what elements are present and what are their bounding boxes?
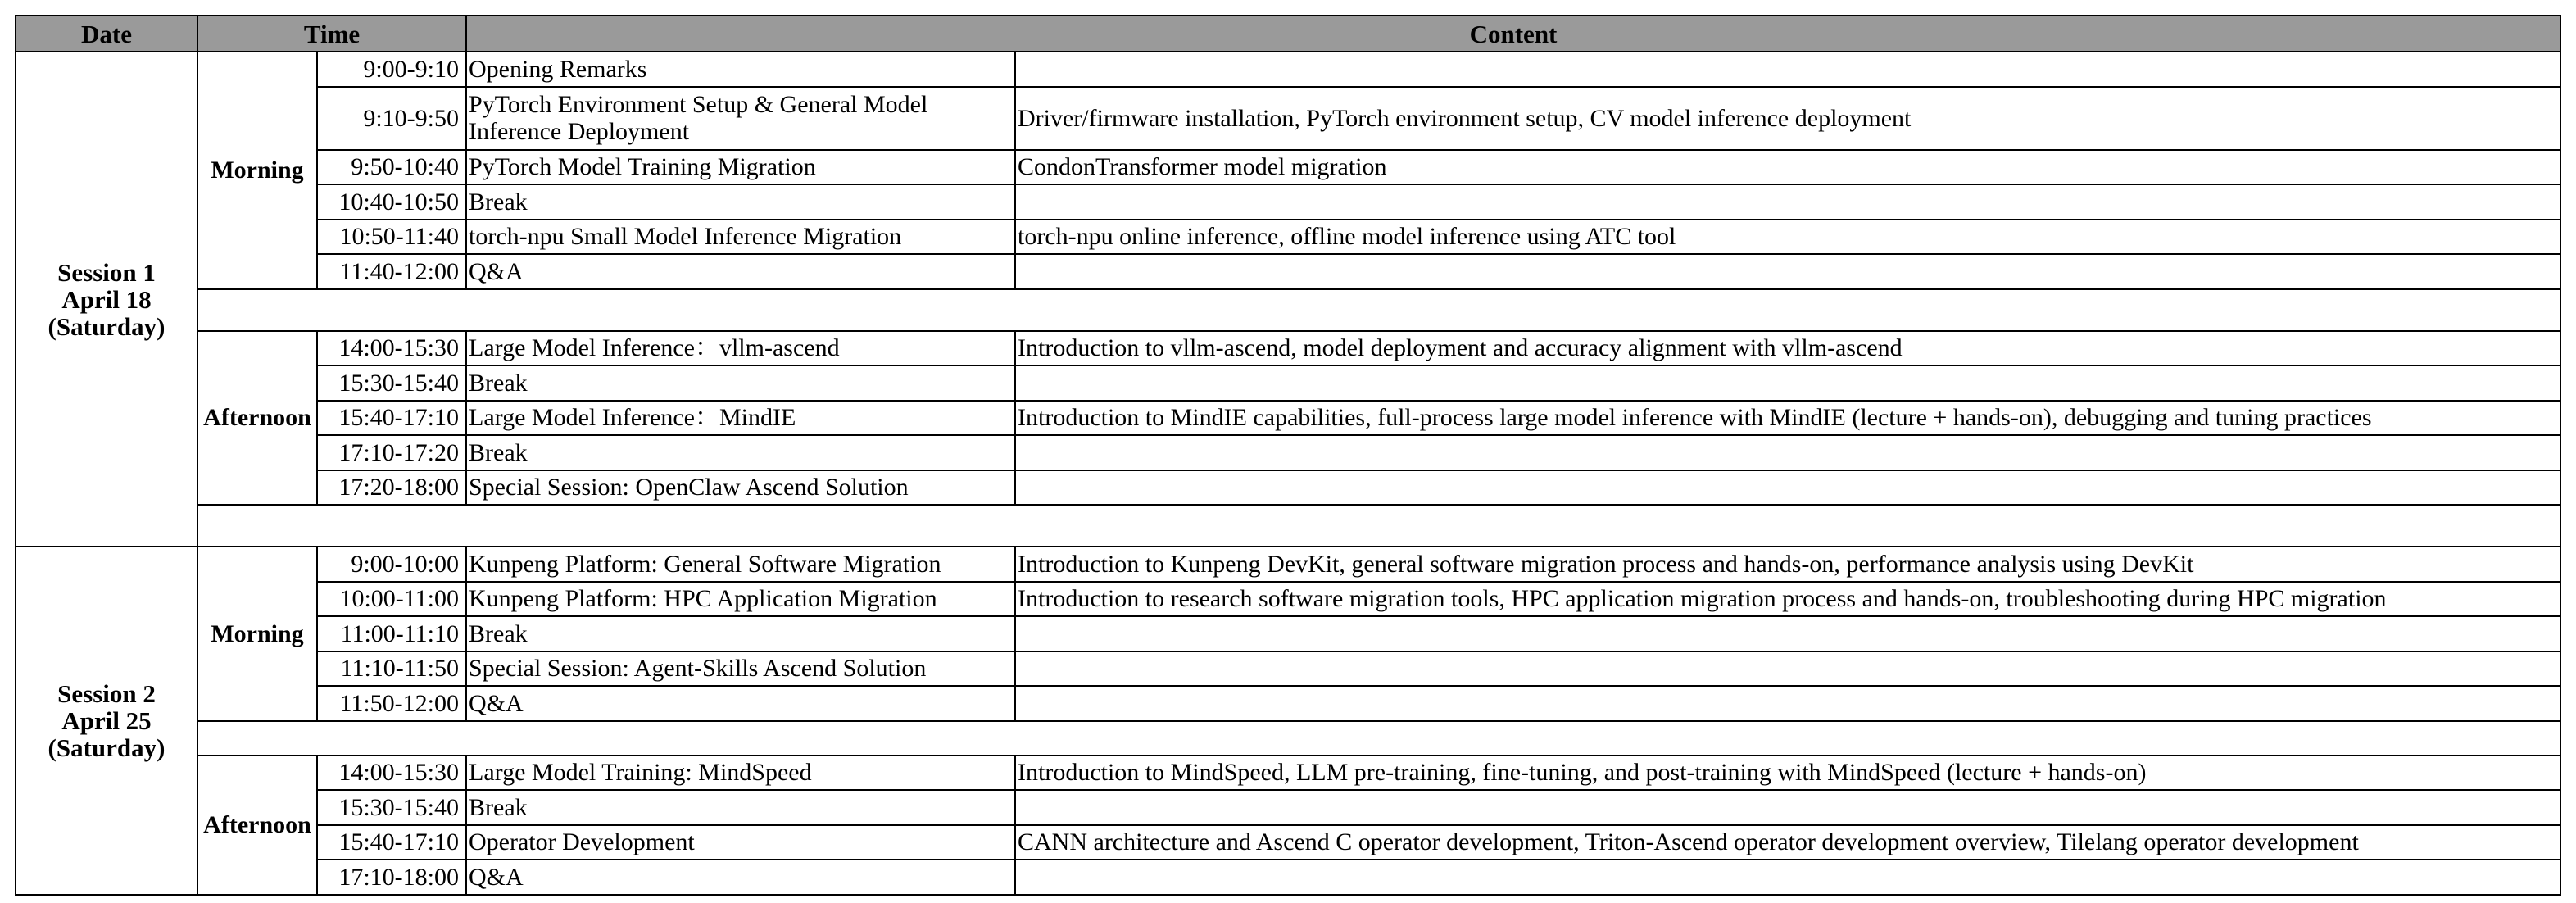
- topic: Kunpeng Platform: General Software Migration: [466, 547, 1015, 582]
- time-slot: 17:10-17:20: [317, 435, 466, 470]
- topic: torch-npu Small Model Inference Migration: [466, 220, 1015, 255]
- table-row: [16, 582, 2560, 617]
- spacer-cell: [197, 721, 2560, 756]
- time-slot: 11:50-12:00: [317, 686, 466, 721]
- table-row: [16, 365, 2560, 401]
- table-row: [16, 860, 2560, 895]
- table-row: [16, 756, 2560, 791]
- topic: Special Session: Agent-Skills Ascend Solution: [466, 651, 1015, 687]
- session-2-morning-label: Morning: [197, 547, 317, 721]
- description: Introduction to MindSpeed, LLM pre-training, fine-tuning, and post-training with MindSpeed (lecture + hands-on): [1015, 756, 2560, 791]
- topic: Break: [466, 365, 1015, 401]
- time-slot: 10:50-11:40: [317, 220, 466, 255]
- session-separator-cell: [197, 505, 2560, 547]
- time-slot: 9:10-9:50: [317, 87, 466, 150]
- session-1-weekday: (Saturday): [48, 311, 166, 341]
- session-1-title: Session 1: [57, 257, 156, 287]
- table-row: [16, 220, 2560, 255]
- description: CondonTransformer model migration: [1015, 150, 2560, 185]
- description: [1015, 52, 2560, 87]
- session-2-afternoon-label: Afternoon: [197, 756, 317, 895]
- topic: Q&A: [466, 254, 1015, 289]
- description: [1015, 860, 2560, 895]
- topic: Large Model Inference：MindIE: [466, 401, 1015, 436]
- time-slot: 17:10-18:00: [317, 860, 466, 895]
- description: [1015, 435, 2560, 470]
- topic: Break: [466, 790, 1015, 825]
- table-row: [16, 616, 2560, 651]
- table-row: [16, 435, 2560, 470]
- session-2-title: Session 2: [57, 678, 156, 708]
- time-slot: 15:40-17:10: [317, 825, 466, 860]
- spacer-row: [16, 289, 2560, 331]
- table-row: [16, 547, 2560, 582]
- session-2-weekday: (Saturday): [48, 733, 166, 762]
- time-slot: 11:40-12:00: [317, 254, 466, 289]
- time-slot: 10:00-11:00: [317, 582, 466, 617]
- header-time: Time: [197, 16, 466, 52]
- topic: PyTorch Model Training Migration: [466, 150, 1015, 185]
- table-row: [16, 651, 2560, 687]
- time-slot: 15:30-15:40: [317, 790, 466, 825]
- spacer-row: [16, 721, 2560, 756]
- time-slot: 9:50-10:40: [317, 150, 466, 185]
- time-slot: 9:00-9:10: [317, 52, 466, 87]
- header-content: Content: [466, 16, 2560, 52]
- header-date: Date: [16, 16, 197, 52]
- time-slot: 10:40-10:50: [317, 184, 466, 220]
- time-slot: 15:40-17:10: [317, 401, 466, 436]
- table-row: [16, 686, 2560, 721]
- table-row: [16, 87, 2560, 150]
- topic: Operator Development: [466, 825, 1015, 860]
- session-2-day: April 25: [61, 706, 152, 735]
- description: [1015, 184, 2560, 220]
- session-separator-row: [16, 505, 2560, 547]
- description: [1015, 790, 2560, 825]
- description: Introduction to Kunpeng DevKit, general software migration process and hands-on, performance analysis using DevKit: [1015, 547, 2560, 582]
- header-row: [16, 16, 2560, 52]
- topic: Break: [466, 435, 1015, 470]
- time-slot: 14:00-15:30: [317, 331, 466, 366]
- session-1-afternoon-label: Afternoon: [197, 331, 317, 506]
- time-slot: 14:00-15:30: [317, 756, 466, 791]
- topic: Break: [466, 184, 1015, 220]
- description: [1015, 470, 2560, 506]
- table-row: [16, 331, 2560, 366]
- table-row: [16, 150, 2560, 185]
- table-row: [16, 790, 2560, 825]
- description: Introduction to vllm-ascend, model deployment and accuracy alignment with vllm-ascend: [1015, 331, 2560, 366]
- description: torch-npu online inference, offline model inference using ATC tool: [1015, 220, 2560, 255]
- session-1-date: [16, 52, 197, 547]
- table-row: [16, 825, 2560, 860]
- time-slot: 11:00-11:10: [317, 616, 466, 651]
- description: [1015, 254, 2560, 289]
- spacer-cell: [197, 289, 2560, 331]
- description: Driver/firmware installation, PyTorch environment setup, CV model inference deployment: [1015, 87, 2560, 150]
- description: Introduction to MindIE capabilities, full-process large model inference with MindIE (lecture + hands-on), debugging and tuning practices: [1015, 401, 2560, 436]
- description: CANN architecture and Ascend C operator development, Triton-Ascend operator development overview, Tilelang operator development: [1015, 825, 2560, 860]
- session-2-date: [16, 547, 197, 895]
- description: Introduction to research software migration tools, HPC application migration process and hands-on, troubleshooting during HPC migration: [1015, 582, 2560, 617]
- description: [1015, 616, 2560, 651]
- topic: Q&A: [466, 686, 1015, 721]
- session-1-day: April 18: [61, 284, 152, 314]
- time-slot: 11:10-11:50: [317, 651, 466, 687]
- schedule-table: [15, 15, 2561, 896]
- table-row: [16, 52, 2560, 87]
- description: [1015, 651, 2560, 687]
- time-slot: 17:20-18:00: [317, 470, 466, 506]
- topic: Special Session: OpenClaw Ascend Solution: [466, 470, 1015, 506]
- table-row: [16, 184, 2560, 220]
- table-row: [16, 254, 2560, 289]
- topic: PyTorch Environment Setup & General Model Inference Deployment: [466, 87, 1015, 150]
- table-row: [16, 470, 2560, 506]
- topic: Opening Remarks: [466, 52, 1015, 87]
- topic: Large Model Inference：vllm-ascend: [466, 331, 1015, 366]
- topic: Large Model Training: MindSpeed: [466, 756, 1015, 791]
- time-slot: 9:00-10:00: [317, 547, 466, 582]
- session-1-morning-label: Morning: [197, 52, 317, 289]
- topic: Break: [466, 616, 1015, 651]
- description: [1015, 686, 2560, 721]
- table-row: [16, 401, 2560, 436]
- time-slot: 15:30-15:40: [317, 365, 466, 401]
- topic: Q&A: [466, 860, 1015, 895]
- topic: Kunpeng Platform: HPC Application Migration: [466, 582, 1015, 617]
- description: [1015, 365, 2560, 401]
